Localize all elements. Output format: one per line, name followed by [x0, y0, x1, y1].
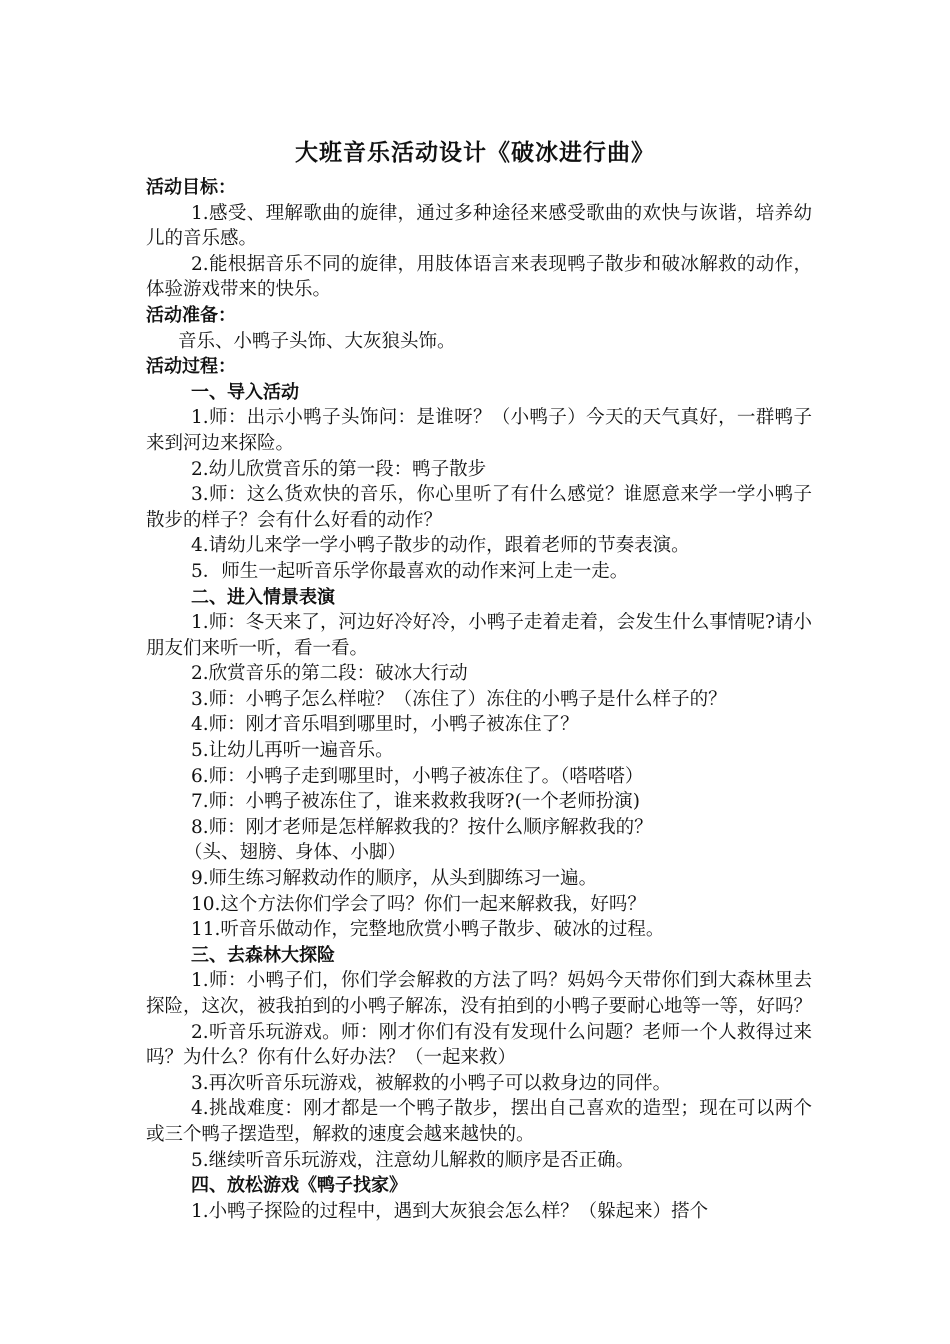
part2-item: 4.师：刚才音乐唱到哪里时，小鸭子被冻住了？	[191, 714, 579, 736]
goals-heading: 活动目标：	[146, 177, 236, 198]
part2-item: 11.听音乐做动作，完整地欣赏小鸭子散步、破冰的过程。	[191, 919, 665, 941]
part4-item: 1.小鸭子探险的过程中，遇到大灰狼会怎么样？（躲起来）搭个	[191, 1200, 709, 1222]
part2-item: 2.欣赏音乐的第二段：破冰大行动	[191, 663, 468, 685]
part1-item: 1.师：出示小鸭子头饰问：是谁呀？（小鸭子）今天的天气真好，一群鸭子来到河边来探险。	[146, 407, 812, 454]
part1-item: 3.师：这么货欢快的音乐，你心里听了有什么感觉？谁愿意来学一学小鸭子散步的样子？会有什么好看的动作？	[146, 484, 812, 531]
part1-item: 4.请幼儿来学一学小鸭子散步的动作，跟着老师的节奏表演。	[191, 535, 690, 557]
part2-heading: 二、进入情景表演	[191, 586, 335, 608]
part1-heading: 一、导入活动	[191, 381, 299, 403]
part2-item-note: （头、翅膀、身体、小脚）	[184, 842, 407, 864]
part3-item: 1.师：小鸭子们，你们学会解救的方法了吗？妈妈今天带你们到大森林里去探险，这次，被我拍到的小鸭子解冻，没有拍到的小鸭子要耐心地等一等，好吗？	[146, 970, 813, 1017]
part3-item: 5.继续听音乐玩游戏，注意幼儿解救的顺序是否正确。	[191, 1149, 635, 1171]
part2-item: 10.这个方法你们学会了吗？你们一起来解救我，好吗？	[191, 893, 646, 915]
prep-heading: 活动准备：	[146, 304, 236, 326]
document-body	[146, 175, 812, 1224]
part3-heading: 三、去森林大探险	[191, 944, 335, 966]
part4-heading: 四、放松游戏《鸭子找家》	[191, 1175, 407, 1197]
part2-item: 5.让幼儿再听一遍音乐。	[191, 740, 394, 762]
goal-item: 1.感受、理解歌曲的旋律，通过多种途径来感受歌曲的欢快与诙谐，培养幼儿的音乐感。	[146, 202, 812, 250]
part2-item: 9.师生练习解救动作的顺序，从头到脚练习一遍。	[191, 868, 598, 890]
part3-item: 3.再次听音乐玩游戏，被解救的小鸭子可以救身边的同伴。	[191, 1072, 672, 1094]
part2-item: 3.师：小鸭子怎么样啦？（冻住了）冻住的小鸭子是什么样子的？	[191, 688, 727, 710]
part2-item: 7.师：小鸭子被冻住了，谁来救救我呀?(一个老师扮演)	[191, 791, 641, 813]
prep-text: 音乐、小鸭子头饰、大灰狼头饰。	[178, 330, 456, 352]
document-title: 大班音乐活动设计《破冰进行曲》	[295, 140, 655, 166]
part1-item: 2.幼儿欣赏音乐的第一段：鸭子散步	[191, 458, 487, 480]
part3-item: 2.听音乐玩游戏。师：刚才你们有没有发现什么问题？老师一个人救得过来吗？为什么？你有什么好办法？（一起来救）	[146, 1021, 812, 1069]
part2-item: 6.师：小鸭子走到哪里时，小鸭子被冻住了。（嗒嗒嗒）	[191, 765, 644, 787]
part2-item: 8.师：刚才老师是怎样解救我的？按什么顺序解救我的？	[191, 816, 653, 838]
process-heading: 活动过程：	[146, 356, 236, 378]
part2-item: 1.师：冬天来了，河边好冷好冷，小鸭子走着走着，会发生什么事情呢?请小朋友们来听一听，看一看。	[146, 612, 812, 659]
part3-item: 4.挑战难度：刚才都是一个鸭子散步，摆出自己喜欢的造型；现在可以两个或三个鸭子摆造型，解救的速度会越来越快的。	[146, 1098, 812, 1145]
part1-item: 5．师生一起听音乐学你最喜欢的动作来河上走一走。	[191, 560, 629, 582]
goal-item: 2.能根据音乐不同的旋律，用肢体语言来表现鸭子散步和破冰解救的动作，体验游戏带来的快乐。	[146, 253, 812, 301]
